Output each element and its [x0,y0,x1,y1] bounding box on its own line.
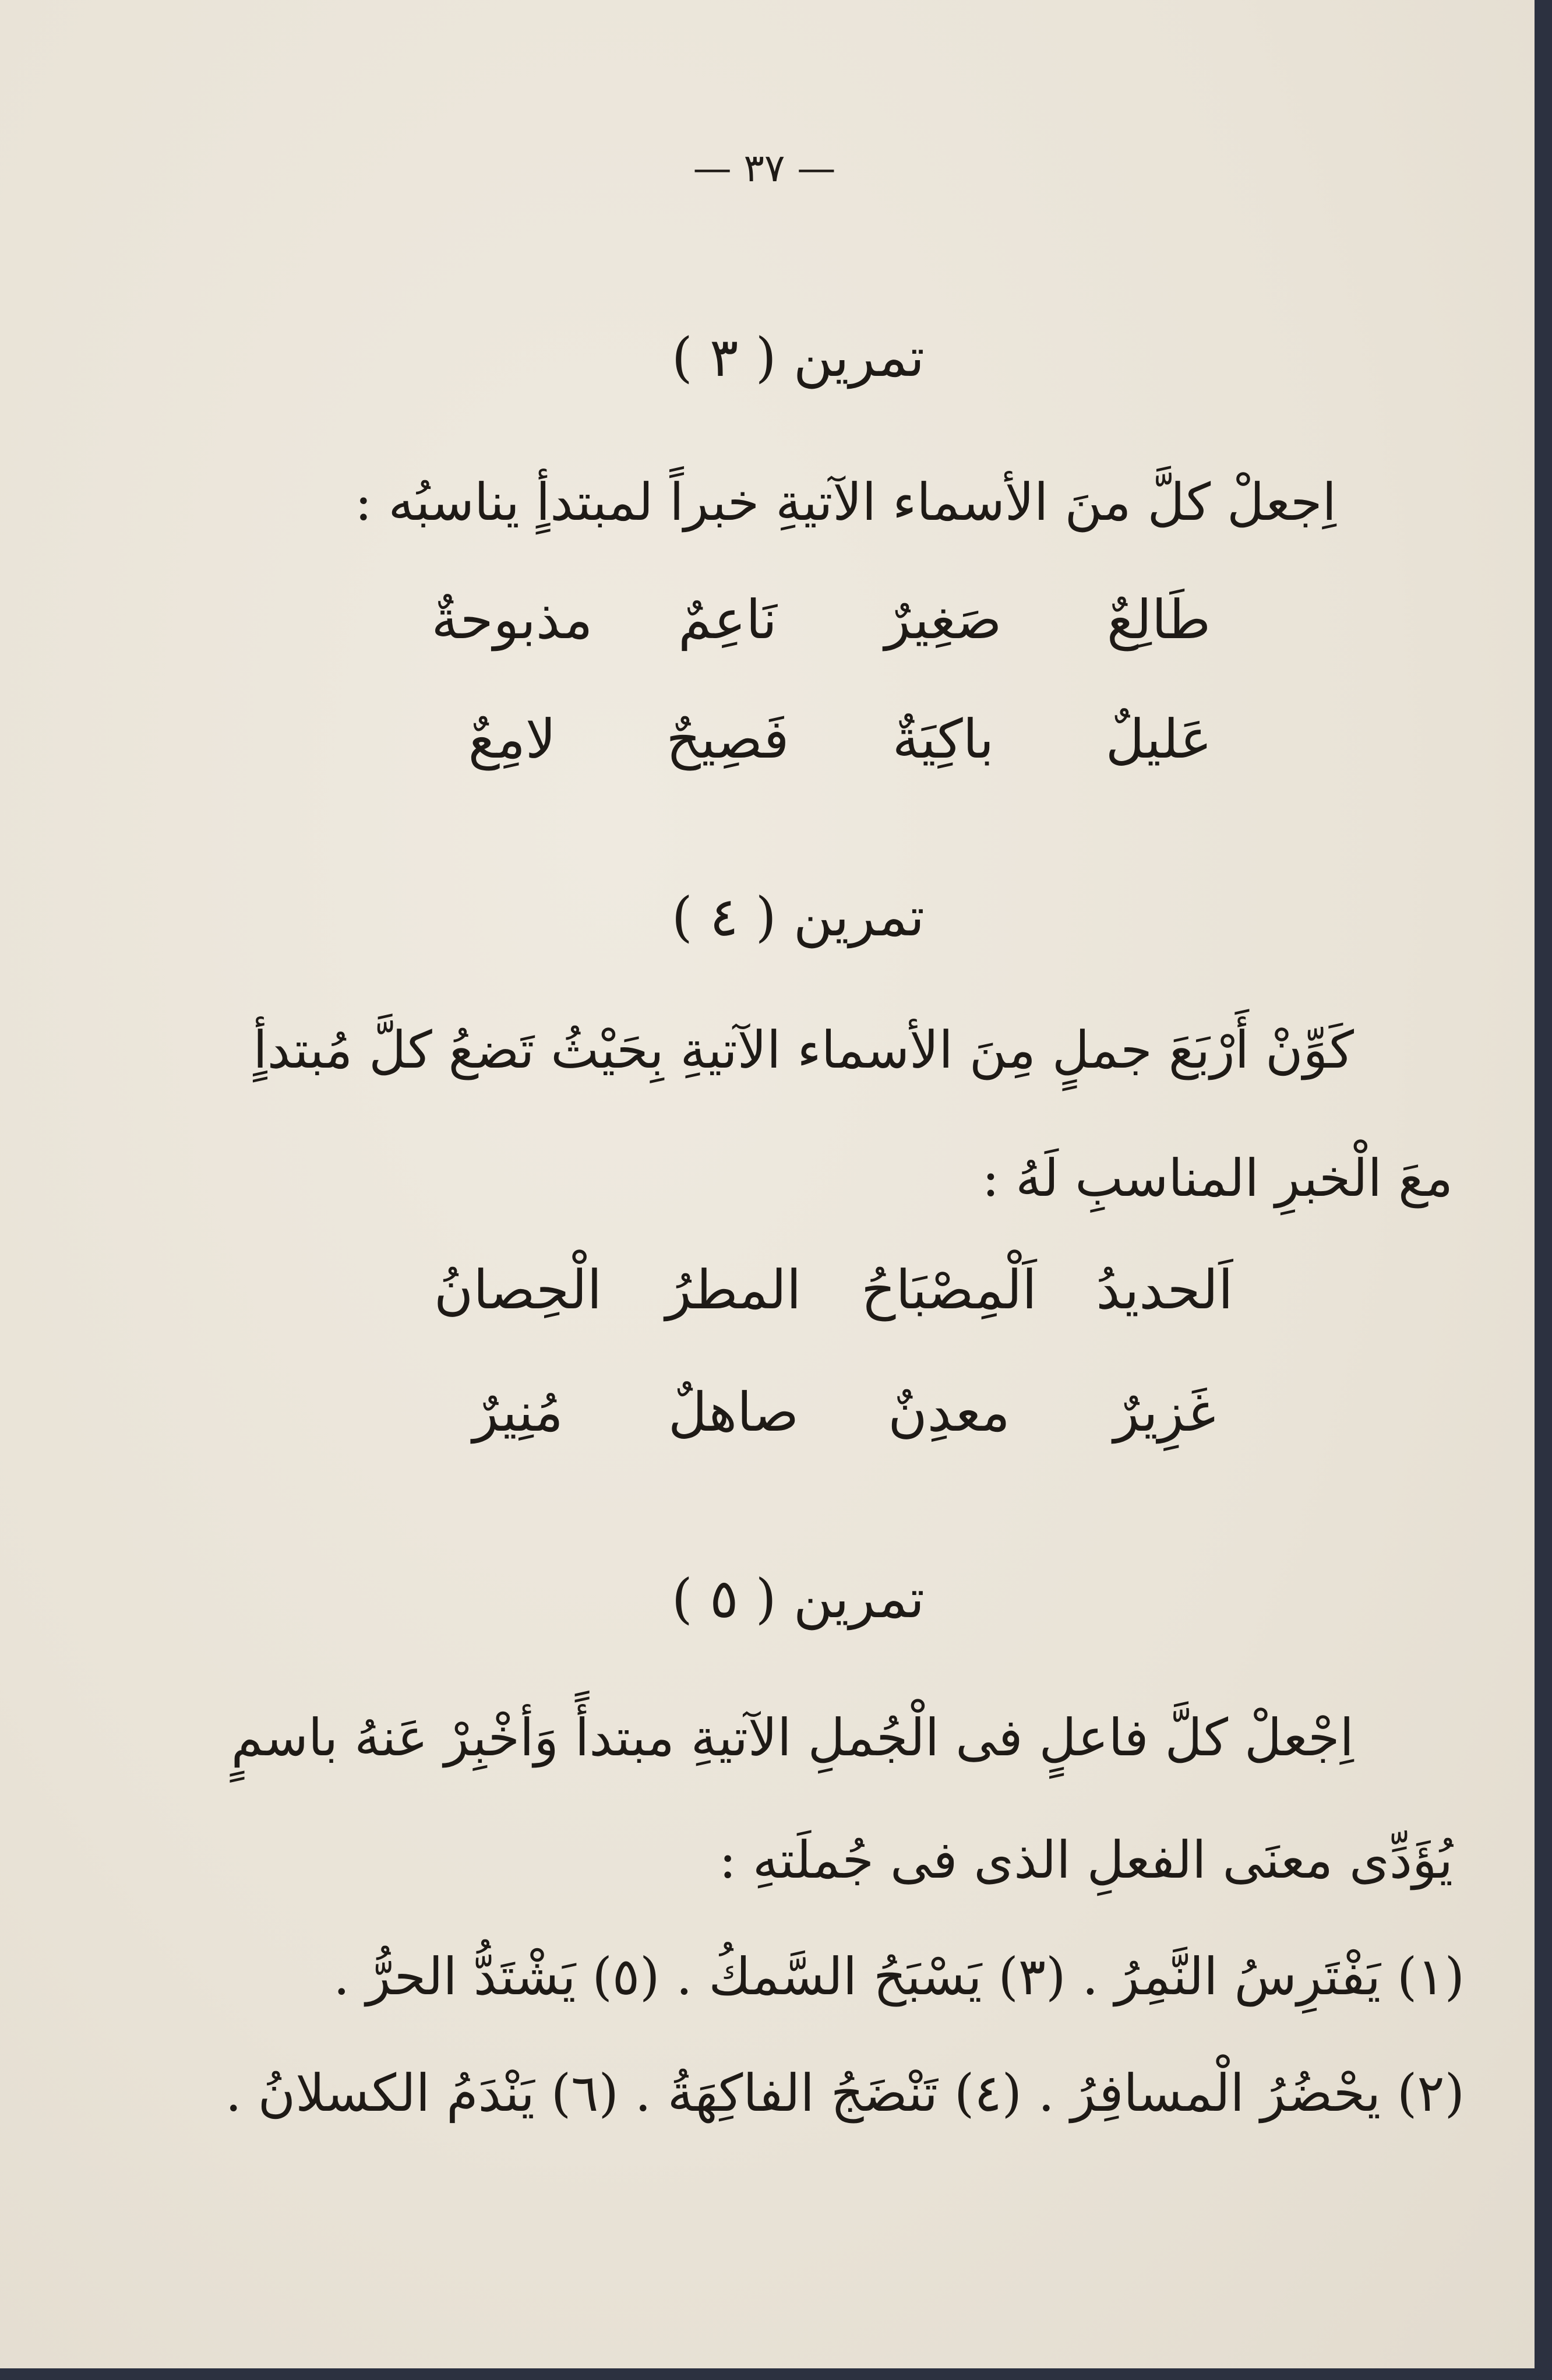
exercise-3-instruction: اِجعلْ كلَّ منَ الأسماء الآتيةِ خبراً لمبتدأٍ يناسبُه : [354,472,1336,532]
word: عَليلٌ [1105,708,1212,770]
word: فَصِيحٌ [666,708,789,770]
page-number: — ٣٧ — [693,146,836,191]
word: اَلحديدُ [1096,1259,1233,1321]
word: باكِيَةٌ [892,708,994,770]
exercise-5-title: تمرين ( ٥ ) [671,1568,925,1630]
word: مذبوحةٌ [431,589,593,651]
word: لامِعٌ [468,708,556,770]
exercise-4-title: تمرين ( ٤ ) [671,886,925,948]
word: صاهلٌ [668,1381,799,1444]
exercise-4-instruction-line-1: كَوِّنْ أَرْبَعَ جملٍ مِنَ الأسماء الآتيةِ بِحَيْثُ تَضعُ كلَّ مُبتدأٍ [253,1020,1354,1080]
exercise-4-words-row-1 [410,1259,1272,1321]
exercise-3-words-row-2 [404,708,1267,770]
exercise-5-instruction-line-2: يُؤَدِّى معنَى الفعلِ الذى فى جُملَتهِ : [719,1830,1453,1890]
word: معدِنٌ [888,1381,1010,1444]
exercise-3-words-row-1 [404,589,1267,651]
exercise-5-instruction-line-1: اِجْعلْ كلَّ فاعلٍ فى الْجُملِ الآتيةِ مبتدأً وَأخْبِرْ عَنهُ باسمٍ [231,1707,1354,1768]
word: نَاعِمٌ [678,589,777,651]
word: الْحِصانُ [433,1259,602,1321]
exercise-5-items-line-2: (٢) يحْضُرُ الْمسافِرُ . (٤) تَنْضَجُ الفاكِهَةُ . (٦) يَنْدَمُ الكسلانُ . [225,2063,1465,2123]
word: المطرُ [665,1259,802,1321]
cover-edge [1535,0,1552,2380]
exercise-3-title: تمرين ( ٣ ) [671,326,925,389]
exercise-4-instruction-line-2: معَ الْخبرِ المناسبِ لَهُ : [982,1148,1453,1208]
word: صَغِيرٌ [884,589,1002,651]
cover-bottom-edge [0,2368,1552,2380]
word: طَالِعٌ [1106,589,1211,651]
word: غَزِيرٌ [1113,1381,1216,1444]
exercise-5-items-line-1: (١) يَفْتَرِسُ النَّمِرُ . (٣) يَسْبَحُ السَّمكُ . (٥) يَشْتَدُّ الحرُّ . [333,1946,1465,2006]
word: مُنِيرٌ [472,1381,563,1444]
word: اَلْمِصْبَاحُ [861,1259,1037,1321]
exercise-4-words-row-2 [410,1381,1272,1444]
